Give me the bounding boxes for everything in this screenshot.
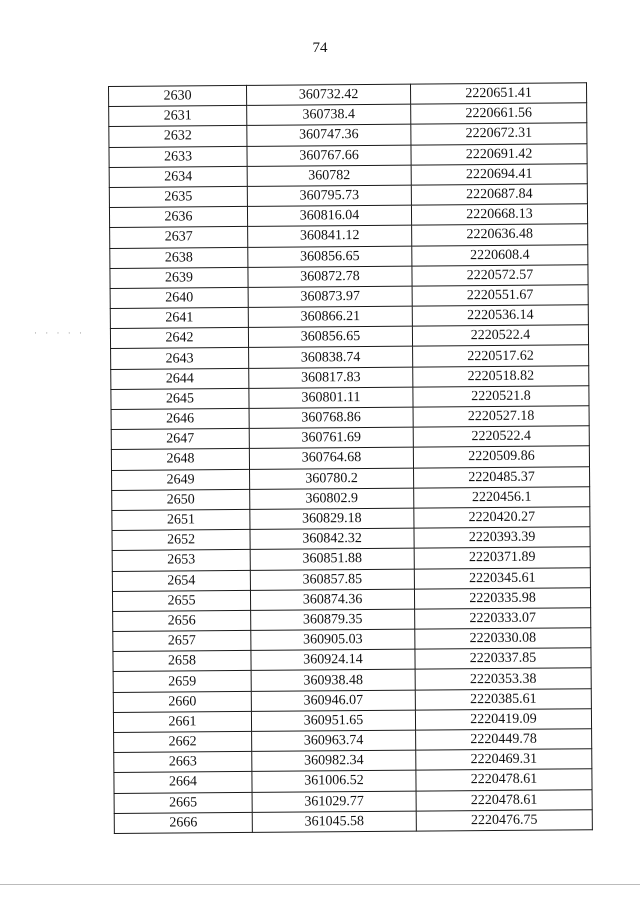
x-coordinate-cell: 360938.48 — [251, 670, 415, 691]
point-number-cell: 2661 — [113, 711, 251, 732]
point-number-cell: 2659 — [113, 671, 251, 692]
table-row — [114, 809, 592, 833]
y-coordinate-cell: 2220551.67 — [412, 285, 588, 307]
x-coordinate-cell: 360873.97 — [248, 286, 412, 307]
y-coordinate-cell: 2220672.31 — [411, 123, 587, 145]
x-coordinate-cell: 360866.21 — [248, 306, 412, 327]
y-coordinate-cell: 2220517.62 — [413, 345, 589, 367]
y-coordinate-cell: 2220536.14 — [412, 305, 588, 327]
point-number-cell: 2641 — [110, 307, 248, 328]
point-number-cell: 2655 — [112, 590, 250, 611]
y-coordinate-cell: 2220668.13 — [411, 204, 587, 226]
x-coordinate-cell: 360905.03 — [251, 629, 415, 650]
point-number-cell: 2646 — [111, 408, 249, 429]
y-coordinate-cell: 2220449.78 — [416, 729, 592, 751]
point-number-cell: 2665 — [114, 792, 252, 813]
y-coordinate-cell: 2220353.38 — [415, 668, 591, 690]
coordinates-table-body — [109, 83, 593, 834]
y-coordinate-cell: 2220485.37 — [414, 466, 590, 488]
x-coordinate-cell: 360795.73 — [247, 185, 411, 206]
x-coordinate-cell: 360857.85 — [250, 569, 414, 590]
x-coordinate-cell: 361006.52 — [252, 770, 416, 791]
y-coordinate-cell: 2220420.27 — [414, 507, 590, 529]
y-coordinate-cell: 2220419.09 — [415, 709, 591, 731]
point-number-cell: 2658 — [113, 651, 251, 672]
point-number-cell: 2666 — [114, 812, 252, 833]
point-number-cell: 2654 — [112, 570, 250, 591]
x-coordinate-cell: 360851.88 — [250, 548, 414, 569]
point-number-cell: 2650 — [112, 489, 250, 510]
y-coordinate-cell: 2220476.75 — [416, 809, 592, 831]
point-number-cell: 2635 — [109, 186, 247, 207]
y-coordinate-cell: 2220335.98 — [414, 587, 590, 609]
x-coordinate-cell: 360924.14 — [251, 649, 415, 670]
x-coordinate-cell: 360963.74 — [252, 730, 416, 751]
y-coordinate-cell: 2220518.82 — [413, 365, 589, 387]
y-coordinate-cell: 2220509.86 — [413, 446, 589, 468]
y-coordinate-cell: 2220345.61 — [414, 567, 590, 589]
point-number-cell: 2639 — [110, 267, 248, 288]
y-coordinate-cell: 2220385.61 — [415, 688, 591, 710]
y-coordinate-cell: 2220651.41 — [410, 83, 586, 105]
x-coordinate-cell: 360768.86 — [249, 407, 413, 428]
x-coordinate-cell: 360802.9 — [250, 488, 414, 509]
x-coordinate-cell: 360761.69 — [249, 427, 413, 448]
x-coordinate-cell: 360829.18 — [250, 508, 414, 529]
point-number-cell: 2631 — [109, 106, 247, 127]
y-coordinate-cell: 2220691.42 — [411, 143, 587, 165]
point-number-cell: 2633 — [109, 146, 247, 167]
y-coordinate-cell: 2220694.41 — [411, 163, 587, 185]
x-coordinate-cell: 360842.32 — [250, 528, 414, 549]
x-coordinate-cell: 360780.2 — [250, 468, 414, 489]
y-coordinate-cell: 2220521.8 — [413, 386, 589, 408]
x-coordinate-cell: 360951.65 — [251, 710, 415, 731]
point-number-cell: 2651 — [112, 509, 250, 530]
x-coordinate-cell: 360841.12 — [248, 225, 412, 246]
x-coordinate-cell: 360764.68 — [249, 447, 413, 468]
y-coordinate-cell: 2220333.07 — [415, 608, 591, 630]
y-coordinate-cell: 2220608.4 — [412, 244, 588, 266]
point-number-cell: 2652 — [112, 530, 250, 551]
scan-margin-marks: · · · · · — [34, 328, 85, 338]
y-coordinate-cell: 2220636.48 — [412, 224, 588, 246]
x-coordinate-cell: 361029.77 — [252, 791, 416, 812]
x-coordinate-cell: 360982.34 — [252, 750, 416, 771]
y-coordinate-cell: 2220469.31 — [416, 749, 592, 771]
x-coordinate-cell: 360874.36 — [250, 589, 414, 610]
point-number-cell: 2638 — [110, 247, 248, 268]
y-coordinate-cell: 2220478.61 — [416, 769, 592, 791]
y-coordinate-cell: 2220456.1 — [414, 486, 590, 508]
point-number-cell: 2663 — [114, 752, 252, 773]
x-coordinate-cell: 360767.66 — [247, 145, 411, 166]
point-number-cell: 2645 — [111, 388, 249, 409]
page-number: 74 — [312, 40, 328, 56]
y-coordinate-cell: 2220572.57 — [412, 264, 588, 286]
point-number-cell: 2642 — [110, 328, 248, 349]
y-coordinate-cell: 2220527.18 — [413, 406, 589, 428]
x-coordinate-cell: 360838.74 — [249, 347, 413, 368]
y-coordinate-cell: 2220661.56 — [411, 103, 587, 125]
point-number-cell: 2640 — [110, 287, 248, 308]
point-number-cell: 2644 — [111, 368, 249, 389]
point-number-cell: 2643 — [111, 348, 249, 369]
x-coordinate-cell: 361045.58 — [252, 811, 416, 832]
point-number-cell: 2649 — [112, 469, 250, 490]
point-number-cell: 2632 — [109, 126, 247, 147]
x-coordinate-cell: 360872.78 — [248, 266, 412, 287]
point-number-cell: 2664 — [114, 772, 252, 793]
point-number-cell: 2660 — [113, 691, 251, 712]
point-number-cell: 2636 — [109, 207, 247, 228]
y-coordinate-cell: 2220337.85 — [415, 648, 591, 670]
x-coordinate-cell: 360801.11 — [249, 387, 413, 408]
x-coordinate-cell: 360732.42 — [246, 84, 410, 105]
coordinates-table — [108, 82, 593, 834]
y-coordinate-cell: 2220687.84 — [411, 184, 587, 206]
y-coordinate-cell: 2220330.08 — [415, 628, 591, 650]
point-number-cell: 2648 — [111, 449, 249, 470]
x-coordinate-cell: 360738.4 — [247, 104, 411, 125]
x-coordinate-cell: 360946.07 — [251, 690, 415, 711]
y-coordinate-cell: 2220393.39 — [414, 527, 590, 549]
page-bottom-edge — [0, 884, 640, 885]
point-number-cell: 2637 — [110, 227, 248, 248]
y-coordinate-cell: 2220478.61 — [416, 789, 592, 811]
x-coordinate-cell: 360856.65 — [248, 326, 412, 347]
point-number-cell: 2630 — [109, 85, 247, 106]
point-number-cell: 2653 — [112, 550, 250, 571]
point-number-cell: 2662 — [114, 731, 252, 752]
point-number-cell: 2634 — [109, 166, 247, 187]
point-number-cell: 2647 — [111, 429, 249, 450]
y-coordinate-cell: 2220522.4 — [412, 325, 588, 347]
x-coordinate-cell: 360856.65 — [248, 246, 412, 267]
x-coordinate-cell: 360747.36 — [247, 124, 411, 145]
y-coordinate-cell: 2220371.89 — [414, 547, 590, 569]
x-coordinate-cell: 360782 — [247, 165, 411, 186]
x-coordinate-cell: 360879.35 — [251, 609, 415, 630]
point-number-cell: 2657 — [113, 630, 251, 651]
x-coordinate-cell: 360817.83 — [249, 367, 413, 388]
y-coordinate-cell: 2220522.4 — [413, 426, 589, 448]
point-number-cell: 2656 — [113, 610, 251, 631]
coordinates-table-wrapper — [108, 82, 592, 834]
x-coordinate-cell: 360816.04 — [247, 205, 411, 226]
